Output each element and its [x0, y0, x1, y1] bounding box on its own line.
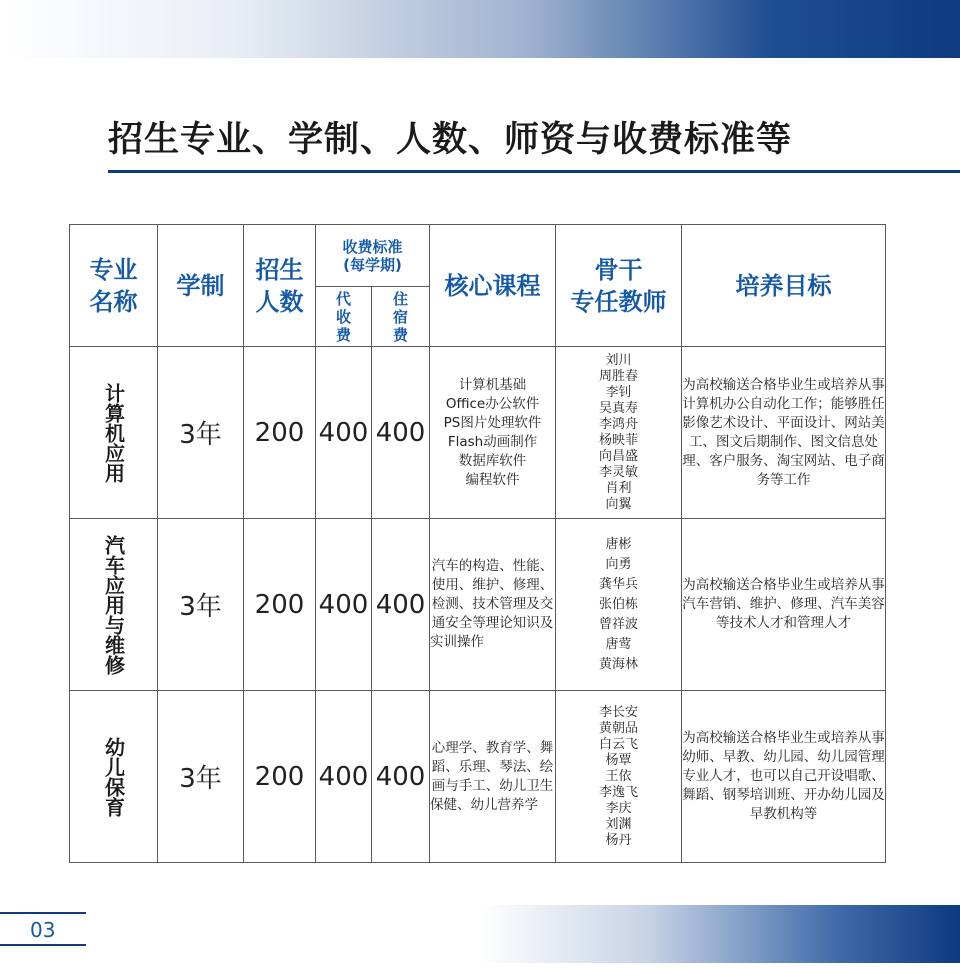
page-title: 招生专业、学制、人数、师资与收费标准等	[108, 119, 793, 160]
header-teachers: 骨干 专任教师	[556, 225, 682, 347]
teacher-name: 龚华兵	[599, 576, 639, 592]
fee-dorm-cell: 400	[372, 347, 430, 519]
major-cell: 幼儿保育	[70, 691, 158, 863]
table-row	[70, 691, 886, 863]
teacher-name: 向昌盛	[599, 448, 639, 464]
years-cell: 3年	[158, 691, 244, 863]
teacher-name: 白云飞	[599, 736, 639, 752]
major-cell: 计算机应用	[70, 347, 158, 519]
teacher-name: 李逸飞	[599, 784, 639, 800]
page-number: 03	[30, 918, 56, 942]
teachers-cell	[556, 519, 682, 691]
teachers-cell	[556, 347, 682, 519]
teacher-name: 黄海林	[599, 656, 639, 672]
teacher-name: 唐彬	[605, 536, 632, 552]
years-cell: 3年	[158, 347, 244, 519]
fee-agency-cell: 400	[316, 691, 372, 863]
header-fee-agency: 代收费	[316, 287, 372, 347]
bottom-decorative-band	[480, 905, 960, 963]
course-item: 计算机基础	[458, 376, 527, 393]
teacher-name: 唐莺	[605, 636, 632, 652]
course-item: Flash动画制作	[447, 433, 538, 450]
top-decorative-band	[0, 0, 960, 58]
teacher-name: 刘渊	[605, 816, 632, 832]
header-years: 学制	[158, 225, 244, 347]
teacher-name: 杨映菲	[599, 432, 639, 448]
teacher-name: 黄朝品	[599, 720, 639, 736]
major-cell: 汽车应用 与维修	[70, 519, 158, 691]
teacher-name: 向勇	[605, 556, 632, 572]
teacher-name: 肖利	[605, 480, 632, 496]
goal-cell: 为高校输送合格毕业生或培养从事汽车营销、维护、修理、汽车美容等技术人才和管理人才	[682, 519, 886, 691]
teacher-name: 曾祥波	[599, 616, 639, 632]
enrollment-table	[69, 224, 886, 863]
teacher-name: 吴真寿	[599, 400, 639, 416]
header-fee: 收费标准 (每学期)	[316, 225, 430, 287]
teacher-name: 张伯栋	[599, 596, 639, 612]
teacher-name: 王依	[605, 768, 632, 784]
header-major: 专业 名称	[70, 225, 158, 347]
teacher-name: 周胜春	[599, 368, 639, 384]
courses-cell: 心理学、教育学、舞蹈、乐理、琴法、绘画与手工、幼儿卫生保健、幼儿营养学	[430, 691, 556, 863]
enroll-cell: 200	[244, 519, 316, 691]
course-item: 数据库软件	[458, 452, 527, 469]
table-header-row	[70, 225, 886, 287]
header-goal: 培养目标	[682, 225, 886, 347]
enroll-cell: 200	[244, 691, 316, 863]
fee-dorm-cell: 400	[372, 691, 430, 863]
header-fee-dorm: 住宿费	[372, 287, 430, 347]
header-enroll: 招生 人数	[244, 225, 316, 347]
table-row	[70, 519, 886, 691]
fee-dorm-cell: 400	[372, 519, 430, 691]
page-number-rule-top	[0, 912, 86, 914]
fee-agency-cell: 400	[316, 519, 372, 691]
teacher-name: 李灵敏	[599, 464, 639, 480]
courses-cell	[430, 347, 556, 519]
teacher-name: 向翼	[605, 496, 632, 512]
table-row	[70, 347, 886, 519]
teacher-name: 李钊	[605, 384, 632, 400]
goal-cell: 为高校输送合格毕业生或培养从事幼师、早教、幼儿园、幼儿园管理专业人才，也可以自己开设唱歌、舞蹈、钢琴培训班、开办幼儿园及早教机构等	[682, 691, 886, 863]
teacher-name: 杨丹	[605, 832, 632, 848]
course-item: Office办公软件	[445, 395, 540, 412]
courses-cell: 汽车的构造、性能、使用、维护、修理、检测、技术管理及交通安全等理论知识及实训操作	[430, 519, 556, 691]
teacher-name: 李长安	[599, 704, 639, 720]
course-item: PS图片处理软件	[443, 414, 542, 431]
teacher-name: 刘川	[605, 352, 632, 368]
course-item: 编程软件	[465, 471, 520, 488]
page-number-rule-bottom	[0, 944, 86, 946]
title-underline	[108, 170, 960, 173]
enroll-cell: 200	[244, 347, 316, 519]
teacher-name: 李鸿舟	[599, 416, 639, 432]
years-cell: 3年	[158, 519, 244, 691]
teacher-name: 杨覃	[605, 752, 632, 768]
header-courses: 核心课程	[430, 225, 556, 347]
goal-cell: 为高校输送合格毕业生或培养从事计算机办公自动化工作；能够胜任影像艺术设计、平面设计、网站美工、图文后期制作、图文信息处理、客户服务、淘宝网站、电子商务等工作	[682, 347, 886, 519]
teacher-name: 李庆	[605, 800, 632, 816]
teachers-cell	[556, 691, 682, 863]
fee-agency-cell: 400	[316, 347, 372, 519]
